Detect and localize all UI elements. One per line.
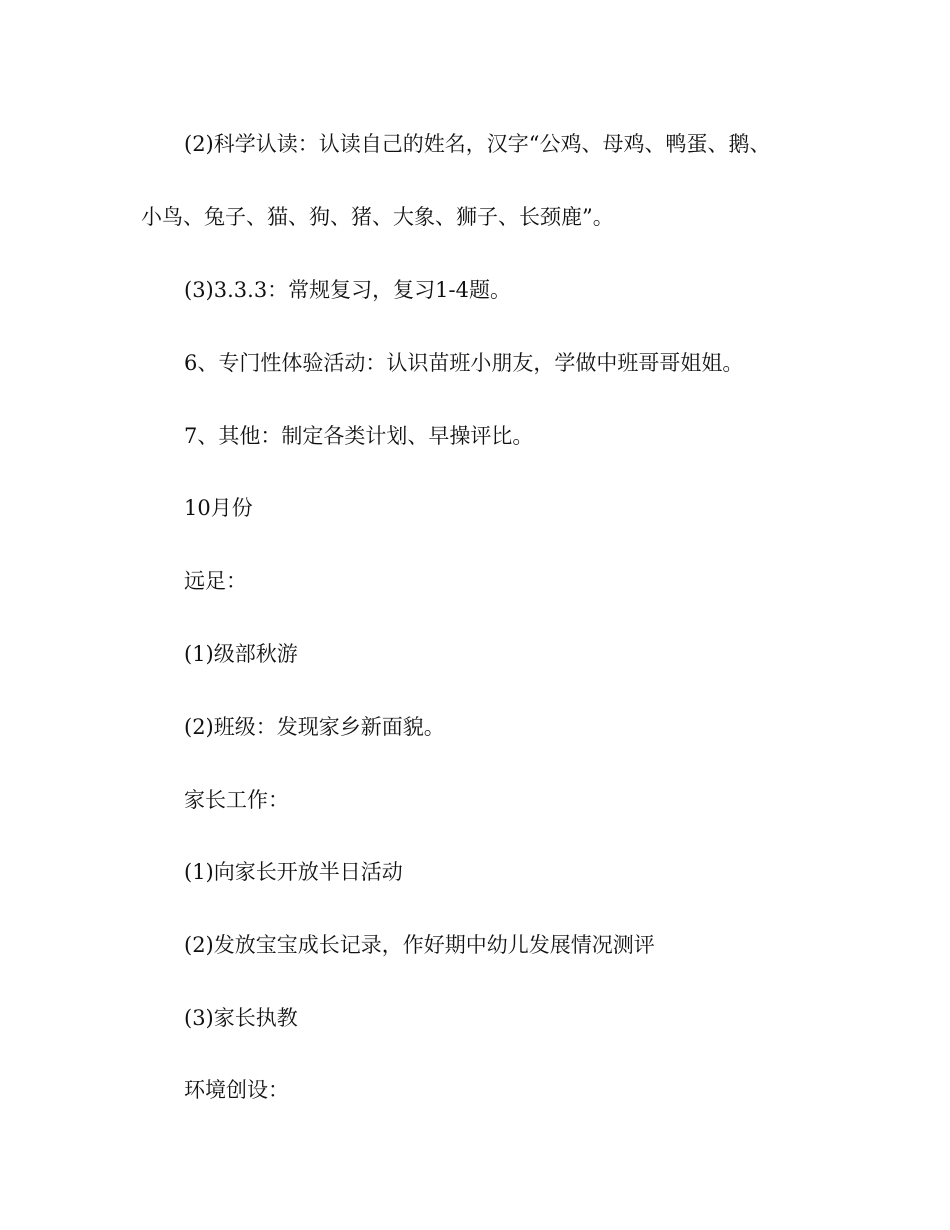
heading-parent-work: 家长工作： (184, 788, 289, 812)
paragraph-experience-activity: 6、专门性体验活动：认识苗班小朋友，学做中班哥哥姐姐。 (184, 351, 744, 375)
paragraph-open-day: (1)向家长开放半日活动 (184, 860, 403, 884)
paragraph-science-reading-continued: 小鸟、兔子、猫、狗、猪、大象、狮子、长颈鹿”。 (141, 205, 614, 229)
paragraph-growth-records: (2)发放宝宝成长记录，作好期中幼儿发展情况测评 (184, 933, 655, 957)
paragraph-class-discovery: (2)班级：发现家乡新面貌。 (184, 715, 445, 739)
heading-excursion: 远足： (184, 569, 247, 593)
paragraph-other: 7、其他：制定各类计划、早操评比。 (184, 424, 534, 448)
paragraph-autumn-outing: (1)级部秋游 (184, 642, 298, 666)
paragraph-routine-review: (3)3.3.3：常规复习，复习1-4题。 (184, 278, 511, 302)
heading-environment: 环境创设： (184, 1078, 289, 1102)
paragraph-science-reading: (2)科学认读：认读自己的姓名，汉字“公鸡、母鸡、鸭蛋、鹅、 (184, 132, 771, 156)
paragraph-parent-teaching: (3)家长执教 (184, 1006, 298, 1030)
heading-october: 10月份 (184, 496, 253, 520)
